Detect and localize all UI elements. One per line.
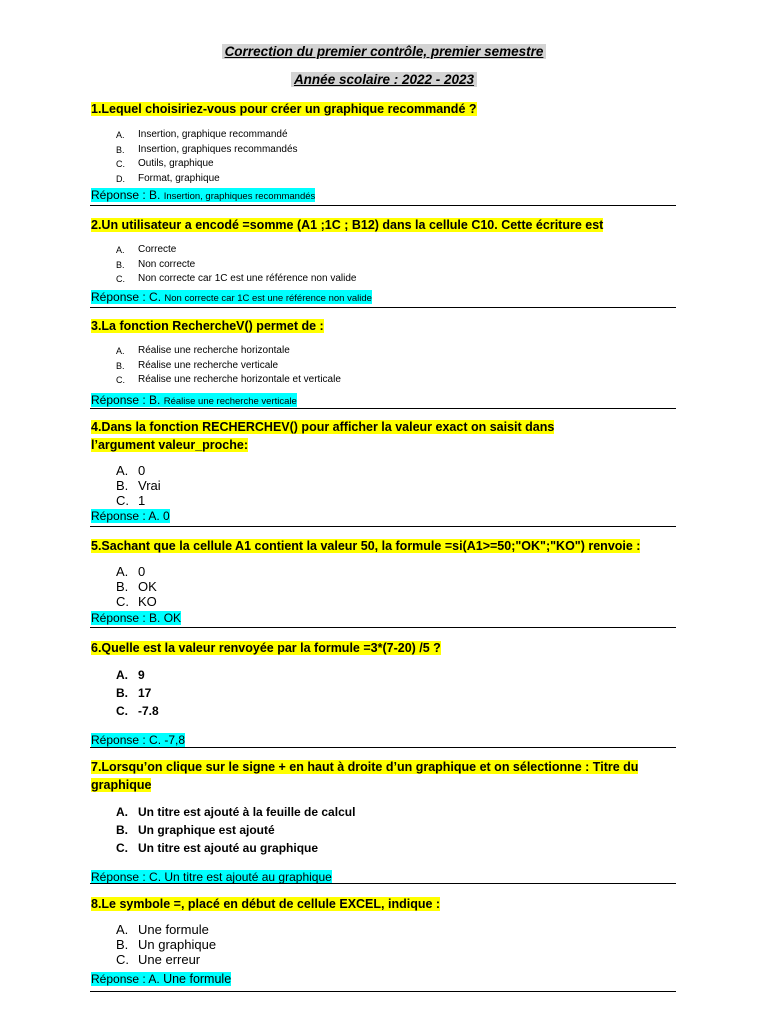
question-5-title: 5.Sachant que la cellule A1 contient la valeur 50, la formule =si(A1>=50;"OK";"KO") renvoie : — [91, 539, 641, 553]
option-c: C. Un titre est ajouté au graphique — [116, 841, 319, 855]
divider — [90, 991, 676, 992]
option-a: A. Réalise une recherche horizontale — [116, 345, 290, 356]
option-b: B. Non correcte — [116, 258, 196, 270]
question-1-options — [91, 128, 681, 186]
option-c: C. Outils, graphique — [116, 158, 214, 169]
option-b: B. Un graphique — [116, 937, 217, 952]
question-7-options — [91, 803, 681, 857]
question-4-answer: Réponse : A. 0 — [91, 509, 170, 523]
question-2 — [91, 216, 681, 307]
option-b: B. OK — [116, 579, 157, 594]
divider — [90, 307, 676, 308]
option-a: A. 9 — [116, 668, 145, 682]
document-title: Correction du premier contrôle, premier semestre — [0, 44, 768, 59]
option-c: C. Non correcte car 1C est une référence non valide — [116, 273, 357, 284]
question-8-answer: Réponse : A. Une formule — [91, 972, 232, 986]
option-d: D. Format, graphique — [116, 172, 220, 184]
question-8-options — [91, 922, 681, 967]
question-3 — [91, 317, 681, 410]
option-a: A. 0 — [116, 564, 146, 579]
option-c: C. -7.8 — [116, 704, 159, 718]
school-year: Année scolaire : 2022 - 2023 — [0, 72, 768, 87]
option-b: B. 17 — [116, 686, 152, 700]
option-b: B. Insertion, graphiques recommandés — [116, 143, 298, 155]
question-7-answer: Réponse : C. Un titre est ajouté au graphique — [91, 870, 332, 884]
divider — [90, 747, 676, 748]
question-6-options — [91, 666, 681, 720]
question-6 — [91, 639, 681, 748]
option-a: A. Correcte — [116, 244, 177, 255]
divider — [90, 205, 676, 206]
question-4-options — [91, 463, 681, 508]
question-3-answer: Réponse : B. Réalise une recherche verticale — [91, 392, 297, 407]
divider — [90, 526, 676, 527]
question-7 — [91, 758, 681, 885]
question-2-title: 2.Un utilisateur a encodé =somme (A1 ;1C ; B12) dans la cellule C10. Cette écriture est — [91, 218, 604, 232]
divider — [90, 408, 676, 409]
question-2-options — [91, 243, 681, 287]
option-a: A. Une formule — [116, 922, 209, 937]
option-c: C. KO — [116, 594, 157, 609]
question-5 — [91, 537, 681, 626]
question-2-answer: Réponse : C. Non correcte car 1C est une référence non valide — [91, 289, 372, 304]
question-5-options — [91, 564, 681, 609]
option-b: B. Vrai — [116, 478, 161, 493]
question-8-title: 8.Le symbole =, placé en début de cellule EXCEL, indique : — [91, 897, 441, 911]
question-4 — [91, 418, 681, 524]
question-3-options — [91, 344, 681, 388]
divider — [90, 883, 676, 884]
question-8 — [91, 895, 681, 987]
option-a: A. 0 — [116, 463, 146, 478]
option-b: B. Un graphique est ajouté — [116, 823, 275, 837]
divider — [90, 627, 676, 628]
question-7-title: 7.Lorsqu’on clique sur le signe + en haut à droite d’un graphique et on sélectionne : Titre du graphique — [91, 760, 639, 792]
question-6-answer: Réponse : C. -7,8 — [91, 733, 186, 747]
question-3-title: 3.La fonction RechercheV() permet de : — [91, 319, 324, 333]
option-c: C. Réalise une recherche horizontale et verticale — [116, 374, 341, 385]
question-6-title: 6.Quelle est la valeur renvoyée par la formule =3*(7-20) /5 ? — [91, 641, 441, 655]
option-c: C. 1 — [116, 493, 146, 508]
question-1-answer: Réponse : B. Insertion, graphiques recommandés — [91, 188, 316, 202]
question-1 — [91, 100, 681, 205]
option-c: C. Une erreur — [116, 952, 201, 967]
option-a: A. Un titre est ajouté à la feuille de calcul — [116, 805, 356, 819]
question-4-title: 4.Dans la fonction RECHERCHEV() pour afficher la valeur exact on saisit dans l’argument valeur_proche: — [91, 420, 555, 452]
question-1-title: 1.Lequel choisiriez-vous pour créer un graphique recommandé ? — [91, 102, 477, 116]
option-b: B. Réalise une recherche verticale — [116, 359, 279, 371]
question-5-answer: Réponse : B. OK — [91, 611, 182, 625]
option-a: A. Insertion, graphique recommandé — [116, 129, 288, 140]
